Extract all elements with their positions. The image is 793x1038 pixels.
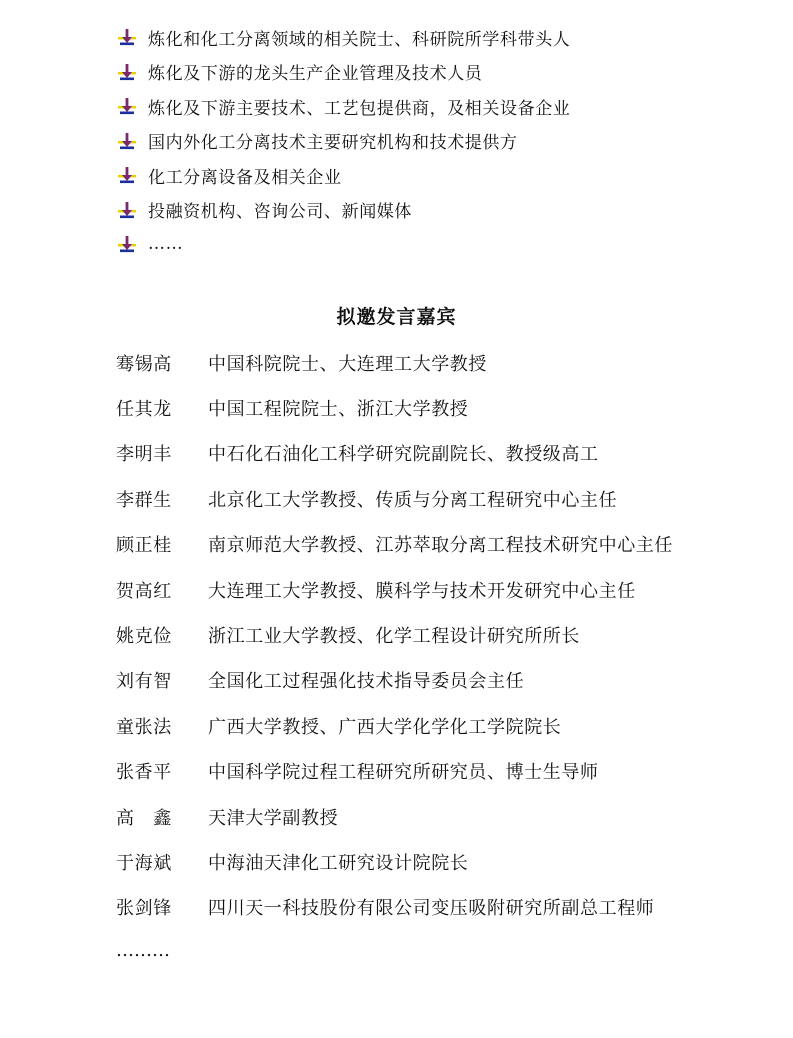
speaker-name: 于海斌 — [116, 852, 172, 874]
speaker-name: 姚克俭 — [116, 626, 172, 648]
speaker-name: 任其龙 — [116, 399, 172, 421]
speaker-title: 天津大学副教授 — [208, 807, 339, 829]
arrow-bullet-icon — [118, 132, 136, 150]
section-heading: 拟邀发言嘉宾 — [336, 306, 457, 328]
speaker-name: 张香平 — [116, 762, 172, 784]
speaker-name: 高 鑫 — [116, 807, 172, 829]
list-item-text: 炼化和化工分离领域的相关院士、科研院所学科带头人 — [148, 29, 571, 50]
speaker-title: 北京化工大学教授、传质与分离工程研究中心主任 — [208, 489, 618, 511]
list-item-text: 国内外化工分离技术主要研究机构和技术提供方 — [148, 133, 518, 154]
arrow-bullet-icon — [118, 63, 136, 81]
list-item-text: …… — [148, 234, 184, 255]
arrow-bullet-icon — [118, 166, 136, 184]
speaker-title: 中国工程院院士、浙江大学教授 — [208, 399, 469, 421]
list-item-text: 化工分离设备及相关企业 — [148, 167, 342, 188]
list-item-text: 炼化及下游的龙头生产企业管理及技术人员 — [148, 64, 483, 85]
speaker-title: 中国科学院过程工程研究所研究员、博士生导师 — [208, 762, 599, 784]
speaker-row — [116, 612, 756, 657]
arrow-bullet-icon — [118, 235, 136, 253]
speaker-title: 南京师范大学教授、江苏萃取分离工程技术研究中心主任 — [208, 535, 673, 557]
speaker-title: 中石化石油化工科学研究院副院长、教授级高工 — [208, 444, 599, 466]
speaker-name: 李群生 — [116, 489, 172, 511]
speaker-title: 浙江工业大学教授、化学工程设计研究所所长 — [208, 626, 580, 648]
attendee-list — [118, 20, 758, 262]
speakers-more: ……… — [116, 939, 170, 961]
speaker-title: 四川天一科技股份有限公司变压吸附研究所副总工程师 — [208, 898, 655, 920]
list-item-text: 炼化及下游主要技术、工艺包提供商，及相关设备企业 — [148, 98, 571, 119]
speaker-row — [116, 794, 756, 839]
speaker-row — [116, 749, 756, 794]
speaker-title: 中海油天津化工研究设计院院长 — [208, 852, 469, 874]
speaker-row — [116, 658, 756, 703]
speaker-title: 中国科院院士、大连理工大学教授 — [208, 353, 487, 375]
list-item — [118, 193, 758, 228]
list-item — [118, 89, 758, 124]
speaker-name: 贺高红 — [116, 580, 172, 602]
speaker-row — [116, 703, 756, 748]
speaker-title: 全国化工过程强化技术指导委员会主任 — [208, 671, 525, 693]
speaker-row — [116, 431, 756, 476]
speaker-row — [116, 567, 756, 612]
arrow-bullet-icon — [118, 201, 136, 219]
speaker-name: 张剑锋 — [116, 898, 172, 920]
speaker-name: 刘有智 — [116, 671, 172, 693]
speaker-row — [116, 476, 756, 521]
speaker-name: 童张法 — [116, 716, 172, 738]
list-item — [118, 158, 758, 193]
speaker-name: 顾正桂 — [116, 535, 172, 557]
list-item — [118, 124, 758, 159]
arrow-bullet-icon — [118, 97, 136, 115]
speaker-list — [116, 340, 756, 970]
speaker-row — [116, 385, 756, 430]
arrow-bullet-icon — [118, 28, 136, 46]
speaker-title: 广西大学教授、广西大学化学化工学院院长 — [208, 716, 562, 738]
speaker-row — [116, 885, 756, 930]
list-item — [118, 20, 758, 55]
speaker-name: 李明丰 — [116, 444, 172, 466]
speaker-row — [116, 340, 756, 385]
list-item — [118, 227, 758, 262]
speaker-row — [116, 839, 756, 884]
speaker-name: 骞锡高 — [116, 353, 172, 375]
list-item-text: 投融资机构、咨询公司、新闻媒体 — [148, 202, 412, 223]
speaker-title: 大连理工大学教授、膜科学与技术开发研究中心主任 — [208, 580, 636, 602]
list-item — [118, 55, 758, 90]
speaker-row — [116, 522, 756, 567]
